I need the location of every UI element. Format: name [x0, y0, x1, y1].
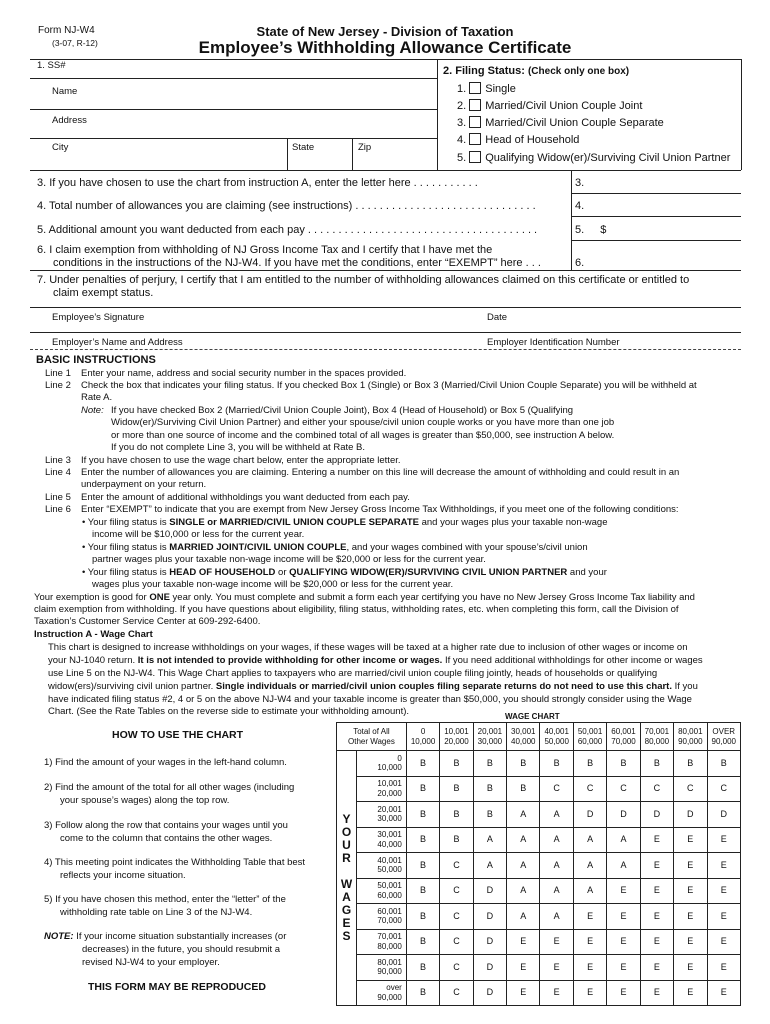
- single-checkbox[interactable]: [469, 82, 481, 94]
- chart-cell: C: [440, 878, 473, 904]
- chart-col-header: 20,001 30,000: [473, 723, 506, 751]
- how-to-heading: HOW TO USE THE CHART: [112, 729, 244, 741]
- chart-cell: E: [607, 980, 640, 1006]
- married-separate-checkbox[interactable]: [469, 116, 481, 128]
- chart-row-range: 50,001 60,000: [357, 878, 407, 904]
- exemption-text-1: Your exemption is good for ONE year only. You must complete and submit a form each year certifying you have no New Jersey Gross Income Tax liability and: [34, 592, 695, 603]
- filing-status-option-2[interactable]: 2. Married/Civil Union Couple Joint: [457, 100, 643, 112]
- city-field[interactable]: City: [52, 142, 69, 153]
- chart-cell: E: [674, 980, 707, 1006]
- chart-cell: E: [640, 955, 673, 981]
- chart-cell: C: [440, 904, 473, 930]
- chart-cell: B: [406, 827, 439, 853]
- line-7-text-2: claim exempt status.: [53, 287, 154, 299]
- chart-cell: E: [674, 878, 707, 904]
- bullet-2: • Your filing status is MARRIED JOINT/CIVIL UNION COUPLE, and your wages combined with your spouse’s/civil union: [82, 542, 588, 553]
- line-2-instr-2: Rate A.: [81, 392, 113, 403]
- filing-status-option-5[interactable]: 5. Qualifying Widow(er)/Surviving Civil Union Partner: [457, 152, 731, 164]
- your-wages-side-label: Y O U R W A G E S: [337, 751, 357, 1006]
- chart-cell: D: [607, 802, 640, 828]
- note-3: or more than one source of income and the combined total of all wages is greater than $50,000, see instruction A below.: [111, 430, 615, 441]
- chart-cell: B: [406, 929, 439, 955]
- chart-cell: E: [707, 853, 741, 879]
- chart-cell: B: [573, 751, 606, 777]
- line-2-instr-1: Check the box that indicates your filing status. If you checked Box 1 (Single) or Box 3 (Married/Civil Union Couple Separate) you will be withheld at: [81, 380, 697, 391]
- exemption-text-2: claim exemption from withholding. If you have questions about eligibility, filing status, withholding rates, etc. when completing this form, call the Division of: [34, 604, 679, 615]
- chart-cell: C: [440, 929, 473, 955]
- chart-cell: D: [573, 802, 606, 828]
- chart-cell: C: [640, 776, 673, 802]
- bullet-3: • Your filing status is HEAD OF HOUSEHOLD or QUALIFYING WIDOW(ER)/SURVIVING CIVIL UNION PARTNER and your: [82, 567, 607, 578]
- chart-cell: E: [607, 878, 640, 904]
- reproduce-notice: THIS FORM MAY BE REPRODUCED: [88, 981, 266, 993]
- instruction-a-p1: This chart is designed to increase withholdings on your wages, if these wages will be taxed at a higher rate due to inclusion of other wages or income on: [48, 642, 688, 653]
- basic-instructions-heading: BASIC INSTRUCTIONS: [36, 354, 156, 366]
- chart-cell: E: [507, 929, 540, 955]
- chart-row: [337, 853, 741, 879]
- note-2: Widow(er)/Surviving Civil Union Partner) and either your spouse/civil union couple works or you have more than one job: [111, 417, 615, 428]
- chart-cell: A: [540, 904, 573, 930]
- note-4: If you do not complete Line 3, you will be withheld at Rate B.: [111, 442, 366, 453]
- line-3-box[interactable]: 3.: [575, 177, 585, 189]
- wage-chart: [336, 722, 741, 1006]
- chart-cell: B: [440, 776, 473, 802]
- name-field[interactable]: Name: [52, 86, 78, 97]
- chart-cell: B: [440, 802, 473, 828]
- chart-cell: E: [540, 929, 573, 955]
- line-6-text-1: 6. I claim exemption from withholding of NJ Gross Income Tax and I certify that I have met the: [37, 244, 493, 256]
- line-5-instr: Enter the amount of additional withholdings you want deducted from each pay.: [81, 492, 410, 503]
- instruction-a-heading: Instruction A - Wage Chart: [34, 629, 153, 640]
- wage-chart-title: WAGE CHART: [505, 712, 560, 721]
- chart-cell: A: [507, 878, 540, 904]
- how-step-5a: 5) If you have chosen this method, enter the “letter” of the: [44, 894, 286, 905]
- filing-status-option-1[interactable]: 1. Single: [457, 83, 516, 95]
- chart-cell: B: [406, 878, 439, 904]
- chart-cell: E: [674, 827, 707, 853]
- line-6-label: Line 6: [45, 504, 71, 515]
- chart-col-header: 70,001 80,000: [640, 723, 673, 751]
- chart-cell: B: [406, 802, 439, 828]
- line-4-box[interactable]: 4.: [575, 200, 585, 212]
- chart-col-header: 80,001 90,000: [674, 723, 707, 751]
- how-note-1: NOTE: If your income situation substantially increases (or: [44, 931, 287, 942]
- chart-cell: E: [707, 955, 741, 981]
- note-1: If you have checked Box 2 (Married/Civil Union Couple Joint), Box 4 (Head of Household) or Box 5 (Qualifying: [111, 405, 574, 416]
- chart-cell: B: [406, 776, 439, 802]
- how-step-4a: 4) This meeting point indicates the Withholding Table that best: [44, 857, 306, 868]
- how-step-3b: come to the column that contains the other wages.: [60, 833, 273, 844]
- line-1-instr: Enter your name, address and social security number in the spaces provided.: [81, 368, 407, 379]
- chart-cell: E: [573, 955, 606, 981]
- chart-cell: A: [507, 904, 540, 930]
- zip-field[interactable]: Zip: [358, 142, 372, 153]
- chart-row: [337, 904, 741, 930]
- chart-cell: D: [707, 802, 741, 828]
- chart-cell: D: [674, 802, 707, 828]
- state-field[interactable]: State: [292, 142, 315, 153]
- chart-cell: E: [640, 904, 673, 930]
- chart-row-range: 30,001 40,000: [357, 827, 407, 853]
- chart-cell: E: [540, 980, 573, 1006]
- how-step-1: 1) Find the amount of your wages in the left-hand column.: [44, 757, 287, 768]
- instruction-a-p3: use Line 5 on the NJ-W4. This Wage Chart applies to taxpayers who are married/civil union couple filing jointly, heads of households or qualifying: [48, 668, 658, 679]
- line-7-text-1: 7. Under penalties of perjury, I certify that I am entitled to the number of withholding allowances claimed on this certificate or entitled to: [37, 274, 690, 286]
- chart-cell: A: [573, 853, 606, 879]
- ss-field[interactable]: 1. SS#: [37, 60, 66, 71]
- chart-cell: B: [473, 802, 506, 828]
- chart-row: [337, 955, 741, 981]
- chart-cell: B: [406, 853, 439, 879]
- how-note-3: revised NJ-W4 to your employer.: [82, 957, 220, 968]
- date-field[interactable]: Date: [487, 312, 508, 323]
- line-4-label: Line 4: [45, 467, 71, 478]
- chart-cell: C: [707, 776, 741, 802]
- chart-col-header: 30,001 40,000: [507, 723, 540, 751]
- chart-cell: E: [707, 980, 741, 1006]
- chart-cell: E: [707, 827, 741, 853]
- chart-cell: B: [540, 751, 573, 777]
- chart-cell: E: [540, 955, 573, 981]
- filing-status-option-4[interactable]: 4. Head of Household: [457, 134, 580, 146]
- chart-cell: A: [573, 878, 606, 904]
- chart-cell: D: [640, 802, 673, 828]
- chart-col-header: 50,001 60,000: [573, 723, 606, 751]
- chart-row: [337, 802, 741, 828]
- chart-cell: C: [573, 776, 606, 802]
- employer-name-field[interactable]: Employer’s Name and Address: [52, 337, 183, 348]
- instruction-a-p6: Chart. (See the Rate Tables on the reverse side to estimate your withholding amount).: [48, 706, 410, 717]
- chart-col-header: 0 10,000: [406, 723, 439, 751]
- chart-cell: E: [674, 929, 707, 955]
- chart-row-range: over 90,000: [357, 980, 407, 1006]
- chart-col-header: 60,001 70,000: [607, 723, 640, 751]
- chart-cell: E: [607, 929, 640, 955]
- chart-cell: E: [573, 980, 606, 1006]
- chart-cell: B: [440, 751, 473, 777]
- chart-cell: D: [473, 955, 506, 981]
- employer-id-field[interactable]: Employer Identification Number: [487, 337, 620, 348]
- chart-cell: B: [473, 751, 506, 777]
- chart-row: [337, 878, 741, 904]
- how-step-2b: your spouse’s wages) along the top row.: [60, 795, 230, 806]
- chart-row-range: 60,001 70,000: [357, 904, 407, 930]
- chart-row: [337, 980, 741, 1006]
- chart-col-header: 40,001 50,000: [540, 723, 573, 751]
- chart-cell: B: [406, 980, 439, 1006]
- chart-cell: A: [507, 827, 540, 853]
- line-5-box[interactable]: 5. $: [575, 224, 607, 236]
- chart-cell: E: [507, 980, 540, 1006]
- chart-cell: E: [640, 878, 673, 904]
- line-4-instr-2: underpayment on your return.: [81, 479, 207, 490]
- employee-signature-field[interactable]: Employee’s Signature: [52, 312, 145, 323]
- chart-cell: D: [473, 929, 506, 955]
- chart-cell: E: [507, 955, 540, 981]
- instruction-a-p4: widow(ers)/surviving civil union partner. Single individuals or married/civil union couples filing separate returns do not need to use this chart. If you: [48, 681, 698, 692]
- bullet-2-cont: partner wages plus your taxable non-wage income will be $20,000 or less for the current year.: [92, 554, 486, 565]
- chart-row: [337, 827, 741, 853]
- chart-cell: A: [473, 827, 506, 853]
- line-6-text-2: conditions in the instructions of the NJ-W4. If you have met the conditions, enter “EXEMPT” here . . .: [53, 257, 541, 269]
- chart-cell: E: [707, 904, 741, 930]
- agency-name: State of New Jersey - Division of Taxation: [256, 24, 514, 39]
- line-2-label: Line 2: [45, 380, 71, 391]
- chart-cell: B: [406, 955, 439, 981]
- chart-cell: E: [674, 853, 707, 879]
- chart-row: [337, 751, 741, 777]
- how-step-5b: withholding rate table on Line 3 of the NJ-W4.: [60, 907, 253, 918]
- address-field[interactable]: Address: [52, 115, 87, 126]
- chart-cell: B: [674, 751, 707, 777]
- chart-cell: A: [573, 827, 606, 853]
- line-6-box[interactable]: 6.: [575, 257, 585, 269]
- cut-line: [30, 349, 741, 350]
- chart-row-range: 40,001 50,000: [357, 853, 407, 879]
- chart-cell: B: [406, 751, 439, 777]
- chart-cell: A: [607, 827, 640, 853]
- form-revision: (3-07, R-12): [52, 38, 98, 48]
- note-label: Note:: [81, 405, 104, 416]
- chart-cell: E: [674, 904, 707, 930]
- chart-cell: A: [540, 802, 573, 828]
- how-step-2a: 2) Find the amount of the total for all other wages (including: [44, 782, 295, 793]
- chart-cell: A: [540, 878, 573, 904]
- line-5-text: 5. Additional amount you want deducted from each pay . . . . . . . . . . . . . . . . . . . . . . . . . . . . . . . . . . . . . .: [37, 224, 538, 236]
- chart-cell: C: [440, 980, 473, 1006]
- chart-cell: B: [473, 776, 506, 802]
- line-5-label: Line 5: [45, 492, 71, 503]
- chart-cell: B: [406, 904, 439, 930]
- chart-row-range: 80,001 90,000: [357, 955, 407, 981]
- married-joint-checkbox[interactable]: [469, 99, 481, 111]
- qualifying-widower-checkbox[interactable]: [469, 151, 481, 163]
- line-3-instr: If you have chosen to use the wage chart below, enter the appropriate letter.: [81, 455, 401, 466]
- chart-cell: C: [674, 776, 707, 802]
- filing-status-heading: 2. Filing Status: (Check only one box): [443, 65, 630, 77]
- bullet-1: • Your filing status is SINGLE or MARRIED/CIVIL UNION COUPLE SEPARATE and your wages plus your taxable non-wage: [82, 517, 608, 528]
- chart-row-range: 0 10,000: [357, 751, 407, 777]
- chart-cell: E: [573, 929, 606, 955]
- instruction-a-p5: have indicated filing status #2, 4 or 5 on the above NJ-W4 and your taxable income is greater than $50,000, you should strongly consider using the Wage: [48, 694, 692, 705]
- chart-col-header: 10,001 20,000: [440, 723, 473, 751]
- chart-cell: A: [507, 853, 540, 879]
- chart-cell: A: [540, 853, 573, 879]
- chart-cell: B: [607, 751, 640, 777]
- chart-cell: E: [707, 929, 741, 955]
- chart-cell: B: [640, 751, 673, 777]
- chart-cell: A: [607, 853, 640, 879]
- chart-cell: E: [640, 853, 673, 879]
- chart-corner-label: Total of All Other Wages: [337, 723, 407, 751]
- chart-cell: E: [640, 980, 673, 1006]
- head-of-household-checkbox[interactable]: [469, 133, 481, 145]
- chart-cell: E: [607, 904, 640, 930]
- line-6-instr: Enter “EXEMPT” to indicate that you are exempt from New Jersey Gross Income Tax Withholdings, if you meet one of the following conditions:: [81, 504, 679, 515]
- form-title: Employee’s Withholding Allowance Certificate: [198, 38, 572, 57]
- chart-cell: C: [607, 776, 640, 802]
- chart-cell: B: [440, 827, 473, 853]
- line-4-text: 4. Total number of allowances you are claiming (see instructions) . . . . . . . . . . . . . . . . . . . . . . . . . . . . . .: [37, 200, 536, 212]
- chart-cell: A: [473, 853, 506, 879]
- chart-cell: A: [540, 827, 573, 853]
- filing-status-option-3[interactable]: 3. Married/Civil Union Couple Separate: [457, 117, 664, 129]
- chart-cell: E: [674, 955, 707, 981]
- chart-cell: C: [440, 853, 473, 879]
- chart-row: [337, 929, 741, 955]
- chart-row-range: 10,001 20,000: [357, 776, 407, 802]
- instruction-a-p2: your NJ-1040 return. It is not intended to provide withholding for other income or wages. If you need additional withholdings for other income or wages: [48, 655, 703, 666]
- chart-row-range: 70,001 80,000: [357, 929, 407, 955]
- how-step-3a: 3) Follow along the row that contains your wages until you: [44, 820, 288, 831]
- line-3-text: 3. If you have chosen to use the chart from instruction A, enter the letter here . . . . . . . . . . .: [37, 177, 478, 189]
- chart-cell: B: [507, 751, 540, 777]
- chart-cell: D: [473, 878, 506, 904]
- chart-cell: A: [507, 802, 540, 828]
- chart-col-header: OVER 90,000: [707, 723, 741, 751]
- chart-cell: C: [440, 955, 473, 981]
- line-1-label: Line 1: [45, 368, 71, 379]
- chart-cell: D: [473, 904, 506, 930]
- how-step-4b: reflects your income situation.: [60, 870, 186, 881]
- chart-cell: B: [507, 776, 540, 802]
- exemption-text-3: Taxation’s Customer Service Center at 609-292-6400.: [34, 616, 261, 627]
- chart-cell: E: [640, 827, 673, 853]
- chart-cell: B: [707, 751, 741, 777]
- chart-cell: E: [640, 929, 673, 955]
- chart-row: [337, 776, 741, 802]
- form-name: Form NJ-W4: [38, 25, 95, 36]
- line-3-label: Line 3: [45, 455, 71, 466]
- bullet-3-cont: wages plus your taxable non-wage income will be $20,000 or less for the current year.: [92, 579, 454, 590]
- chart-cell: C: [540, 776, 573, 802]
- chart-cell: E: [573, 904, 606, 930]
- line-4-instr-1: Enter the number of allowances you are claiming. Entering a number on this line will decrease the amount of withholding and could result in an: [81, 467, 680, 478]
- chart-row-range: 20,001 30,000: [357, 802, 407, 828]
- bullet-1-cont: income will be $10,000 or less for the current year.: [92, 529, 305, 540]
- how-note-2: decreases) in the future, you should resubmit a: [82, 944, 281, 955]
- chart-cell: D: [473, 980, 506, 1006]
- chart-cell: E: [707, 878, 741, 904]
- chart-cell: E: [607, 955, 640, 981]
